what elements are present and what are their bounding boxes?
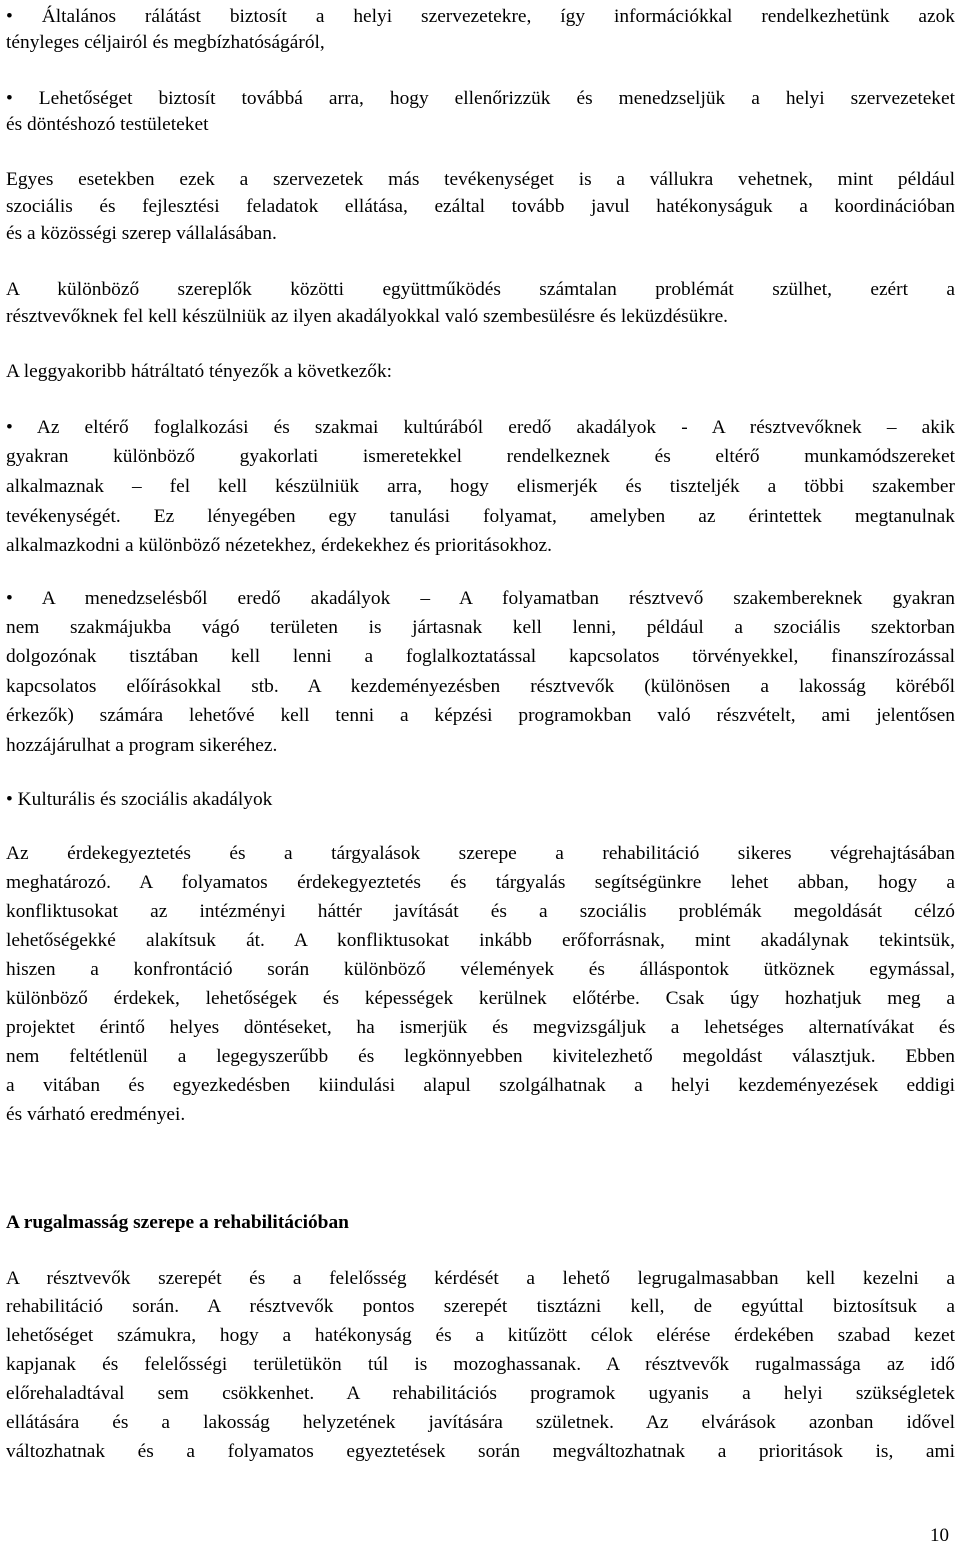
text-line: dolgozónak tisztában kell lenni a foglalkoztatással kapcsolatos törvényekkel, finanszírozással [6,646,955,667]
text-line: a vitában és egyezkedésben kiindulási alapul szolgálhatnak a helyi kezdeményezések eddigi [6,1075,955,1096]
text-line: alkalmazkodni a különböző nézetekhez, érdekekhez és prioritásokhoz. [6,535,552,556]
text-line: • Általános rálátást biztosít a helyi szervezetekre, így információkkal rendelkezhetünk azok [6,6,955,27]
text-line: rehabilitáció során. A résztvevők pontos szerepét tisztázni kell, de egyúttal biztosítsuk a [6,1296,955,1317]
text-line: hiszen a konfrontáció során különböző vélemények és álláspontok ütköznek egymással, [6,959,955,980]
text-line: résztvevőknek fel kell készülniük az ilyen akadályokkal való szembesülésre és leküzdésükre. [6,306,729,327]
text-line: • Kulturális és szociális akadályok [6,789,273,810]
text-line: lehetőségekké alakítsuk át. A konfliktusokat inkább erőforrásnak, mint akadálynak tekintsük, [6,930,955,951]
text-line: nem szakmájukba vágó területen is jártasnak kell lenni, például a szociális szektorban [6,617,955,638]
text-line: és várható eredményei. [6,1104,186,1125]
page-number: 10 [930,1525,949,1546]
text-line: tényleges céljairól és megbízhatóságáról, [6,32,325,53]
text-line: A különböző szereplők közötti együttműködés számtalan problémát szülhet, ezért a [6,279,955,300]
text-line: meghatározó. A folyamatos érdekegyeztetés és tárgyalás segítségünkre lehet abban, hogy a [6,872,955,893]
text-line: Az érdekegyeztetés és a tárgyalások szerepe a rehabilitáció sikeres végrehajtásában [6,843,955,864]
text-line: előrehaladtával sem csökkenhet. A rehabilitációs programok ugyanis a helyi szükségletek [6,1383,955,1404]
text-line: gyakran különböző gyakorlati ismeretekkel rendelkeznek és eltérő munkamódszereket [6,446,955,467]
text-line: • A menedzselésből eredő akadályok – A folyamatban résztvevő szakembereknek gyakran [6,588,955,609]
text-line: nem feltétlenül a legegyszerűbb és legkönnyebben kivitelezhető megoldást választjuk. Ebben [6,1046,955,1067]
text-line: Egyes esetekben ezek a szervezetek más tevékenységet is a vállukra vehetnek, mint például [6,169,955,190]
text-line: A résztvevők szerepét és a felelősség kérdését a lehető legrugalmasabban kell kezelni a [6,1268,955,1289]
text-line: és döntéshozó testületeket [6,114,209,135]
text-line: lehetőséget számukra, hogy a hatékonyság és a kitűzött célok elérése érdekében szabad kezet [6,1325,955,1346]
text-line: alkalmaznak – fel kell készülniük arra, hogy elismerjék és tiszteljék a többi szakember [6,476,955,497]
text-line: • Lehetőséget biztosít továbbá arra, hogy ellenőrizzük és menedzseljük a helyi szervezeteket [6,88,955,109]
section-heading: A rugalmasság szerepe a rehabilitációban [6,1212,349,1233]
text-line: és a közösségi szerep vállalásában. [6,223,277,244]
text-line: konfliktusokat az intézményi háttér javítását és a szociális problémák megoldását célzó [6,901,955,922]
text-line: • Az eltérő foglalkozási és szakmai kultúrából eredő akadályok - A résztvevőknek – akik [6,417,955,438]
text-line: A leggyakoribb hátráltató tényezők a következők: [6,361,393,382]
text-line: kapcsolatos előírásokkal stb. A kezdeményezésben résztvevők (különösen a lakosság köréből [6,676,955,697]
text-line: ellátására és a lakosság helyzetének javítására születnek. Az elvárások azonban idővel [6,1412,955,1433]
text-line: hozzájárulhat a program sikeréhez. [6,735,278,756]
text-line: projektet érintő helyes döntéseket, ha ismerjük és megvizsgáljuk a lehetséges alternatívákat és [6,1017,955,1038]
text-line: szociális és fejlesztési feladatok ellátása, ezáltal tovább javul hatékonyságuk a koordinációban [6,196,955,217]
text-line: tevékenységét. Ez lényegében egy tanulási folyamat, amelyben az érintettek megtanulnak [6,506,955,527]
text-line: változhatnak és a folyamatos egyeztetések során megváltozhatnak a prioritások is, ami [6,1441,955,1462]
text-line: érkezők) számára lehetővé kell tenni a képzési programokban való részvételt, ami jelentősen [6,705,955,726]
text-line: különböző érdekek, lehetőségek és képességek kerülnek előtérbe. Csak úgy hozhatjuk meg a [6,988,955,1009]
text-line: kapjanak és felelősségi területükön túl is mozoghassanak. A résztvevők rugalmassága az idő [6,1354,955,1375]
